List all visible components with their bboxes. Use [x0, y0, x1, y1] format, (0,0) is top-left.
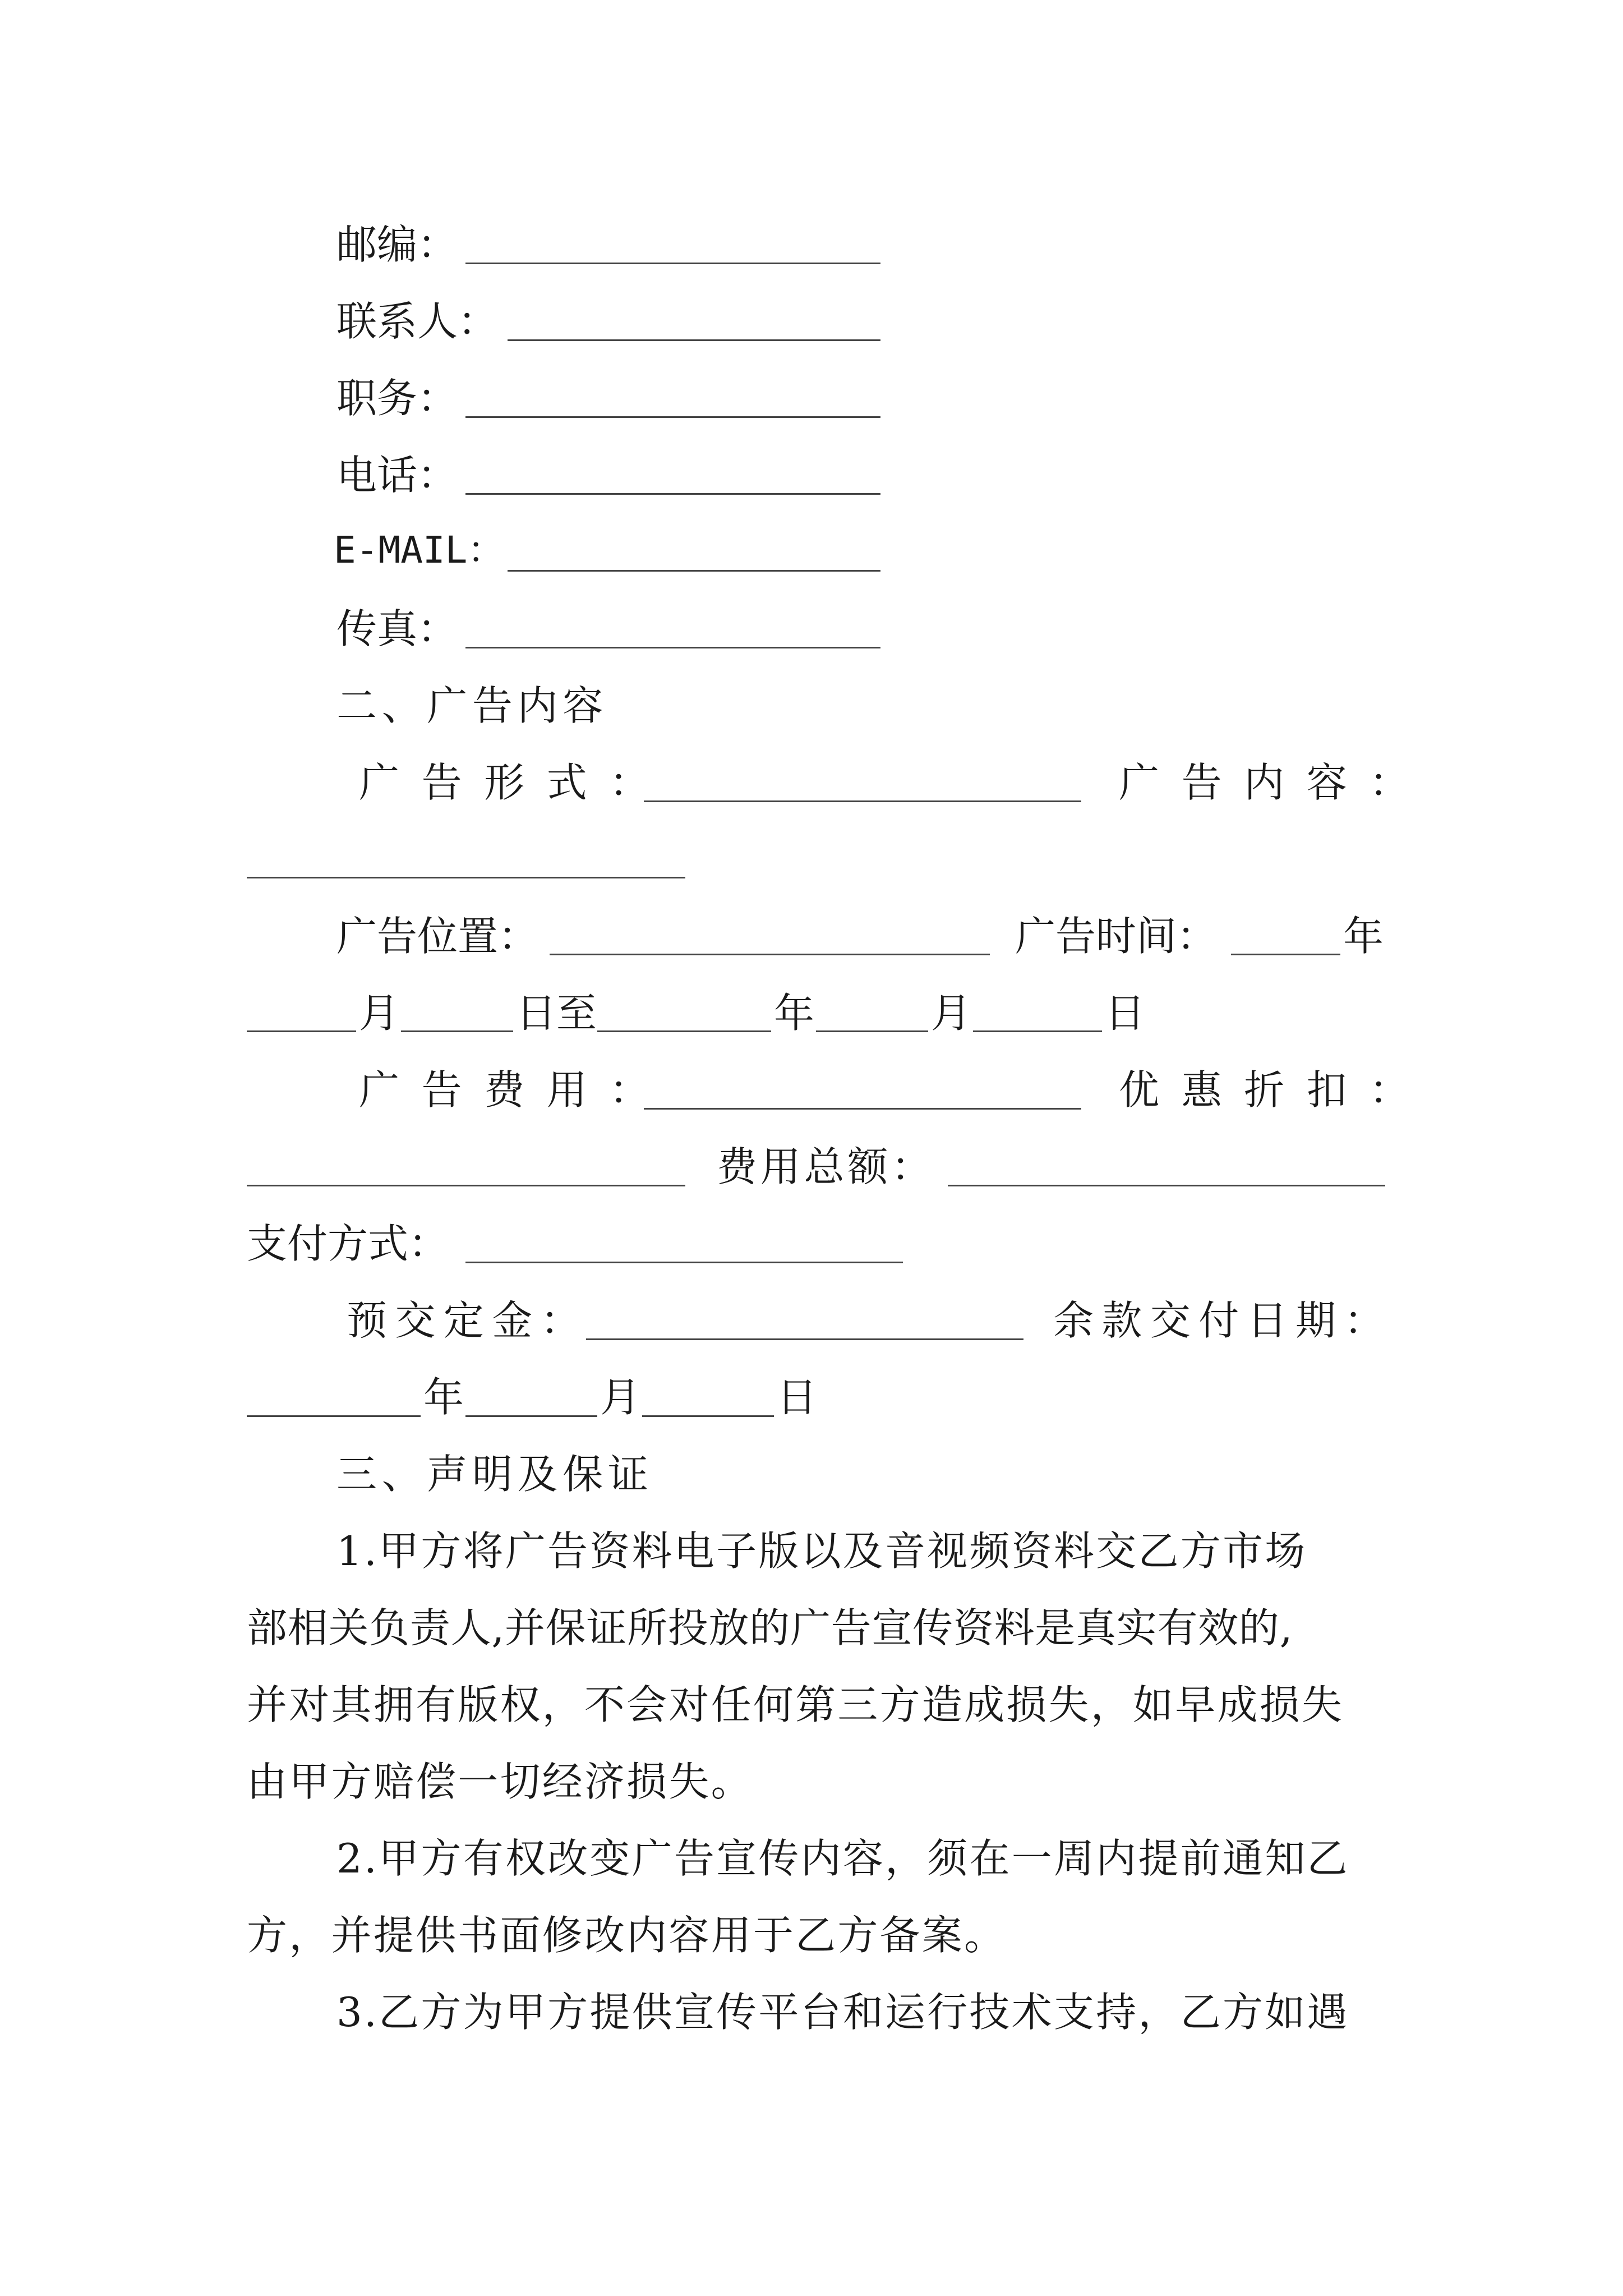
p2-line-2: 方，并提供书面修改内容用于乙方备案。	[247, 1912, 1007, 1959]
ad-start-month-label: 月	[359, 990, 400, 1037]
p1-line-4: 由甲方赔偿一切经济损失。	[247, 1758, 753, 1805]
phone-blank[interactable]	[465, 493, 880, 495]
p3-line-1: 3.乙方为甲方提供宣传平台和运行技术支持，乙方如遇	[336, 1989, 1349, 2036]
position-blank[interactable]	[465, 416, 880, 418]
ad-day-to-label: 日至	[516, 990, 597, 1037]
ad-start-year-blank[interactable]	[1231, 954, 1340, 955]
contact-person-blank[interactable]	[508, 339, 880, 341]
email-label: E-MAIL：	[334, 528, 505, 572]
contact-person-label: 联系人：	[336, 298, 499, 345]
balance-year-blank[interactable]	[247, 1415, 421, 1417]
balance-date-label: 余款交付日期：	[1053, 1297, 1393, 1344]
section2-title: 二、广告内容	[336, 682, 608, 729]
ad-start-year-label: 年	[1343, 913, 1384, 960]
ad-form-blank[interactable]	[644, 800, 1081, 802]
deposit-blank[interactable]	[586, 1338, 1023, 1340]
p1-line-3: 并对其拥有版权，不会对任何第三方造成损失，如早成损失	[247, 1681, 1344, 1728]
balance-day-blank[interactable]	[642, 1415, 774, 1417]
ad-location-label: 广告位置：	[336, 913, 539, 960]
ad-location-blank[interactable]	[550, 954, 990, 955]
ad-end-day-label: 日	[1105, 990, 1146, 1037]
p1-line-1: 1.甲方将广告资料电子版以及音视频资料交乙方市场	[336, 1527, 1307, 1575]
ad-fee-blank[interactable]	[644, 1108, 1081, 1110]
total-fee-label: 费用总额：	[717, 1143, 935, 1190]
fax-label: 传真：	[336, 605, 458, 652]
section3-title: 三、声明及保证	[336, 1451, 653, 1498]
ad-time-label: 广告时间：	[1015, 913, 1218, 960]
ad-start-month-blank[interactable]	[247, 1030, 356, 1032]
discount-label: 优惠折扣：	[1119, 1066, 1432, 1114]
ad-end-month-blank[interactable]	[816, 1030, 928, 1032]
email-blank[interactable]	[508, 570, 880, 572]
fax-blank[interactable]	[465, 647, 880, 648]
ad-content-label: 广告内容：	[1119, 759, 1432, 806]
balance-month-label: 月	[600, 1374, 641, 1421]
ad-end-year-blank[interactable]	[597, 1030, 771, 1032]
ad-end-month-label: 月	[931, 990, 972, 1037]
payment-method-label: 支付方式：	[247, 1220, 449, 1267]
total-fee-blank[interactable]	[948, 1185, 1385, 1186]
discount-blank[interactable]	[247, 1185, 685, 1186]
ad-content-blank[interactable]	[247, 877, 685, 878]
deposit-label: 预交定金：	[347, 1297, 589, 1344]
zip-blank[interactable]	[465, 263, 880, 264]
ad-fee-label: 广告费用：	[359, 1066, 672, 1114]
p2-line-1: 2.甲方有权改变广告宣传内容，须在一周内提前通知乙	[336, 1835, 1349, 1882]
zip-label: 邮编：	[336, 221, 458, 268]
p1-line-2: 部相关负责人,并保证所投放的广告宣传资料是真实有效的,	[247, 1604, 1293, 1651]
balance-year-label: 年	[423, 1374, 464, 1421]
ad-end-day-blank[interactable]	[973, 1030, 1102, 1032]
balance-month-blank[interactable]	[465, 1415, 597, 1417]
ad-start-day-blank[interactable]	[401, 1030, 513, 1032]
payment-method-blank[interactable]	[465, 1262, 903, 1263]
ad-form-label: 广告形式：	[359, 759, 672, 806]
phone-label: 电话：	[336, 452, 458, 499]
position-label: 职务：	[336, 375, 458, 422]
balance-day-label: 日	[777, 1374, 818, 1421]
ad-end-year-label: 年	[774, 990, 815, 1037]
